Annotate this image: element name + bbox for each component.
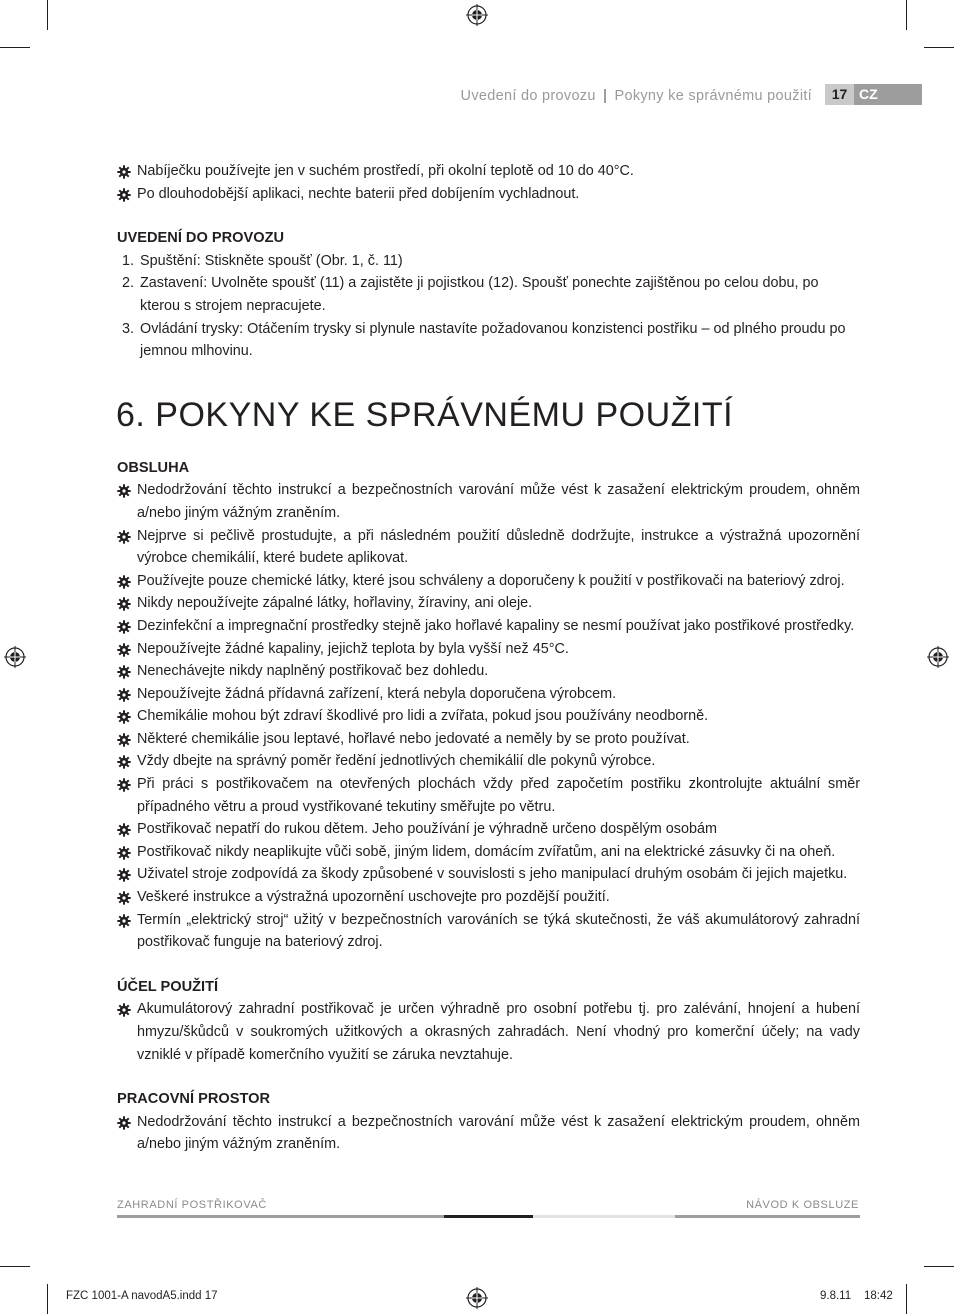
gear-bullet-icon: [117, 620, 131, 634]
section-heading: ÚČEL POUŽITÍ: [117, 978, 219, 995]
step-item: [117, 318, 860, 363]
list-item: Nikdy nepoužívejte zápalné látky, hořlaviny, žíraviny, ani oleje.: [117, 592, 860, 615]
header-section: Uvedení do provozu: [460, 88, 596, 104]
list-item: Používejte pouze chemické látky, které jsou schváleny a doporučeny k použití v postřikovači na bateriový zdroj.: [117, 570, 860, 593]
step-number: 2.: [122, 275, 135, 292]
list-item: Po dlouhodobější aplikaci, nechte baterii před dobíjením vychladnout.: [117, 183, 860, 206]
list-item: Některé chemikálie jsou leptavé, hořlavé nebo jedovaté a neměly by se proto používat.: [117, 728, 860, 751]
footer-bar: [533, 1215, 675, 1218]
list-item: Nedodržování těchto instrukcí a bezpečnostních varování může vést k zasažení elektrickým proudem, ohněm a/nebo jiným vážným zraněním.: [117, 479, 860, 524]
purpose-list: [117, 998, 860, 1066]
gear-bullet-icon: [117, 597, 131, 611]
footer-manual: NÁVOD K OBSLUZE: [746, 1199, 859, 1211]
language-tag: CZ: [854, 84, 922, 105]
chapter-title: 6. POKYNY KE SPRÁVNÉMU POUŽITÍ: [116, 395, 734, 434]
gear-bullet-icon: [117, 733, 131, 747]
operation-list: [117, 479, 860, 953]
gear-bullet-icon: [117, 165, 131, 179]
page-number: 17: [831, 86, 848, 102]
footer-product: ZAHRADNÍ POSTŘIKOVAČ: [117, 1199, 267, 1211]
footer-bar: [117, 1215, 444, 1218]
gear-bullet-icon: [117, 665, 131, 679]
crop-mark: [47, 0, 48, 30]
list-item: Termín „elektrický stroj“ užitý v bezpečnostních varováních se týká skutečnosti, že váš akumulátorový zahradní postřikovač funguje na bateriový zdroj.: [117, 909, 860, 954]
list-item: Nejprve si pečlivě prostudujte, a při následném použití důsledně dodržujte, instrukce a výstražná upozornění výrobce chemikálií, které budete aplikovat.: [117, 525, 860, 570]
section-heading: UVEDENÍ DO PROVOZU: [117, 230, 285, 247]
header-chapter: Pokyny ke správnému použití: [614, 88, 812, 104]
list-item: Veškeré instrukce a výstražná upozornění uschovejte pro pozdější použití.: [117, 886, 860, 909]
gear-bullet-icon: [117, 778, 131, 792]
list-item: Nenechávejte nikdy naplněný postřikovač bez dohledu.: [117, 660, 860, 683]
crop-mark: [906, 1284, 907, 1314]
step-text: Zastavení: Uvolněte spoušť (11) a zajistěte ji pojistkou (12). Spoušť ponechte zajištěnou po celou dobu, po kterou s strojem nepracujete.: [140, 275, 819, 314]
crop-mark: [47, 1284, 48, 1314]
list-item: Nepoužívejte žádná přídavná zařízení, která nebyla doporučena výrobcem.: [117, 683, 860, 706]
registration-mark-icon: [466, 4, 488, 26]
gear-bullet-icon: [117, 823, 131, 837]
gear-bullet-icon: [117, 1003, 131, 1017]
gear-bullet-icon: [117, 575, 131, 589]
list-item: Nedodržování těchto instrukcí a bezpečnostních varování může vést k zasažení elektrickým proudem, ohněm a/nebo jiným vážným zraněním.: [117, 1111, 860, 1156]
crop-mark: [0, 1266, 30, 1267]
gear-bullet-icon: [117, 846, 131, 860]
step-text: Ovládání trysky: Otáčením trysky si plynule nastavíte požadovanou konzistenci postřiku – od plného proudu po jemnou mlhovinu.: [140, 320, 846, 360]
section-heading: OBSLUHA: [117, 459, 190, 476]
page-number-box: [825, 84, 922, 105]
crop-mark: [906, 0, 907, 30]
gear-bullet-icon: [117, 530, 131, 544]
gear-bullet-icon: [117, 710, 131, 724]
registration-mark-icon: [466, 1287, 488, 1309]
crop-mark: [924, 1266, 954, 1267]
list-item: Při práci s postřikovačem na otevřených plochách vždy před započetím postřiku zkontrolujte aktuální směr případného větru a proud vystřikované tekutiny směřujte po větru.: [117, 773, 860, 818]
list-item: Postřikovač nikdy neaplikujte vůči sobě, jiným lidem, domácím zvířatům, ani na elektrické zásuvky či na oheň.: [117, 841, 860, 864]
crop-mark: [924, 47, 954, 48]
page-content: [117, 160, 860, 1156]
step-item: [117, 272, 860, 317]
gear-bullet-icon: [117, 643, 131, 657]
list-item: Nepoužívejte žádné kapaliny, jejichž teplota by byla vyšší než 45°C.: [117, 638, 860, 661]
header-separator: |: [603, 88, 608, 104]
list-item: Dezinfekční a impregnační prostředky stejně jako hořlavé kapaliny se nesmí používat jako postřikové prostředky.: [117, 615, 860, 638]
gear-bullet-icon: [117, 484, 131, 498]
workspace-list: [117, 1111, 860, 1156]
registration-mark-icon: [927, 646, 949, 668]
gear-bullet-icon: [117, 755, 131, 769]
footer-bar: [444, 1215, 533, 1218]
gear-bullet-icon: [117, 1116, 131, 1130]
slug-file: FZC 1001-A navodA5.indd 17: [66, 1290, 218, 1302]
crop-mark: [0, 47, 30, 48]
slug-date: 9.8.11: [820, 1290, 852, 1302]
intro-list: [117, 160, 860, 205]
step-text: Spuštění: Stiskněte spoušť (Obr. 1, č. 11): [140, 252, 403, 269]
steps-list: [117, 250, 860, 363]
gear-bullet-icon: [117, 688, 131, 702]
list-item: Postřikovač nepatří do rukou dětem. Jeho používání je výhradně určeno dospělým osobám: [117, 818, 860, 841]
slug-time: 18:42: [864, 1290, 893, 1302]
list-item: Chemikálie mohou být zdraví škodlivé pro lidi a zvířata, pokud jsou používány neodborně.: [117, 705, 860, 728]
step-number: 3.: [122, 320, 135, 337]
footer-bar: [675, 1215, 860, 1218]
list-item: Uživatel stroje zodpovídá za škody způsobené v souvislosti s jeho manipulací druhým osobám či jejich majetku.: [117, 863, 860, 886]
list-item: Akumulátorový zahradní postřikovač je určen výhradně pro osobní potřebu tj. pro zalévání, hnojení a hubení hmyzu/škůdců v soukromých užitkových a okrasných zahradách. Není vhodný pro komerční účely; na vady vzniklé v případě komerčního využití se záruka nevztahuje.: [117, 998, 860, 1066]
list-item: Nabíječku používejte jen v suchém prostředí, při okolní teplotě od 10 do 40°C.: [117, 160, 860, 183]
section-heading: PRACOVNÍ PROSTOR: [117, 1091, 270, 1108]
list-item: Vždy dbejte na správný poměr ředění jednotlivých chemikálií dle pokynů výrobce.: [117, 750, 860, 773]
gear-bullet-icon: [117, 891, 131, 905]
step-number: 1.: [122, 252, 135, 269]
step-item: [117, 250, 860, 273]
running-header: [461, 88, 812, 104]
gear-bullet-icon: [117, 868, 131, 882]
registration-mark-icon: [4, 646, 26, 668]
gear-bullet-icon: [117, 914, 131, 928]
gear-bullet-icon: [117, 188, 131, 202]
